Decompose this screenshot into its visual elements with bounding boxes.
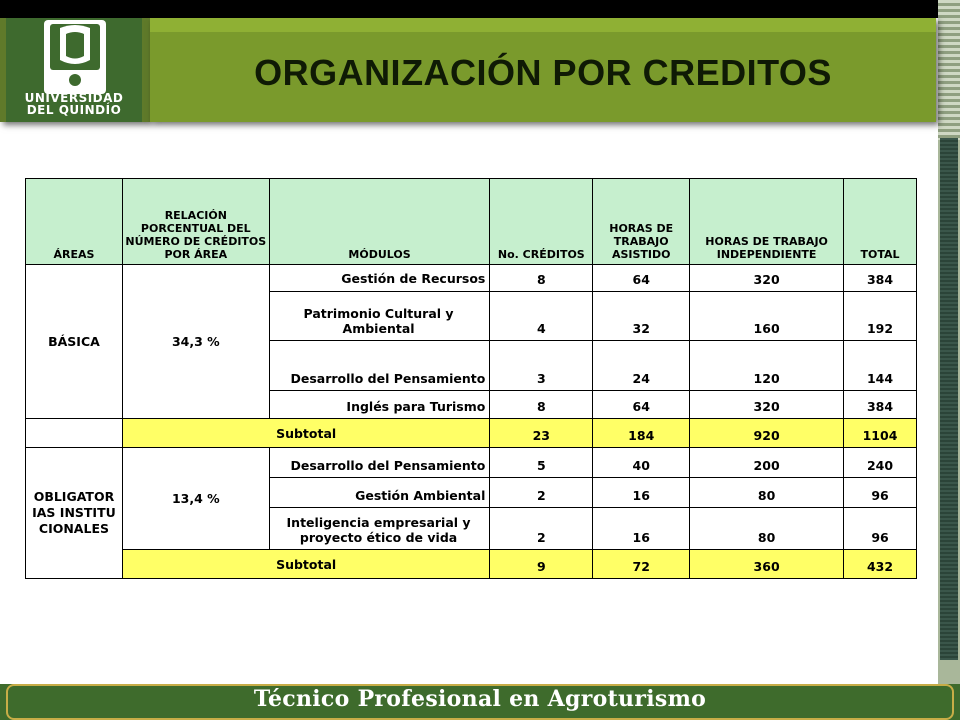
independent-cell: 120 [690, 341, 844, 391]
header-assisted-hours: HORAS DE TRABAJO ASISTIDO [593, 179, 690, 265]
logo-line-1: UNIVERSIDAD [24, 91, 124, 105]
subtotal-credits: 9 [490, 550, 593, 579]
percent-cell: 34,3 % [122, 265, 269, 419]
independent-cell: 320 [690, 391, 844, 419]
module-cell: Inglés para Turismo [269, 391, 490, 419]
credits-cell: 8 [490, 391, 593, 419]
assisted-cell: 64 [593, 265, 690, 292]
header-credits: No. CRÉDITOS [490, 179, 593, 265]
table-row [26, 448, 917, 478]
credits-cell: 8 [490, 265, 593, 292]
independent-cell: 80 [690, 478, 844, 508]
side-panel-texture [940, 138, 958, 660]
assisted-cell: 24 [593, 341, 690, 391]
subtotal-label: Subtotal [122, 419, 489, 448]
independent-cell: 320 [690, 265, 844, 292]
subtotal-credits: 23 [490, 419, 593, 448]
top-strip [0, 0, 960, 18]
total-cell: 192 [844, 292, 917, 341]
credits-cell: 5 [490, 448, 593, 478]
subtotal-label: Subtotal [122, 550, 489, 579]
subtotal-row [26, 550, 917, 579]
title-banner-highlight [150, 18, 936, 32]
independent-cell: 80 [690, 508, 844, 550]
subtotal-independent: 360 [690, 550, 844, 579]
header-independent-hours: HORAS DE TRABAJO INDEPENDIENTE [690, 179, 844, 265]
assisted-cell: 64 [593, 391, 690, 419]
header-modules: MÓDULOS [269, 179, 490, 265]
header-total: TOTAL [844, 179, 917, 265]
credits-cell: 2 [490, 508, 593, 550]
module-cell: Gestión Ambiental [269, 478, 490, 508]
table-row [26, 265, 917, 292]
module-cell: Patrimonio Cultural y Ambiental [269, 292, 490, 341]
subtotal-independent: 920 [690, 419, 844, 448]
total-cell: 144 [844, 341, 917, 391]
subtotal-total: 432 [844, 550, 917, 579]
percent-cell: 13,4 % [122, 448, 269, 550]
subtotal-assisted: 184 [593, 419, 690, 448]
subtotal-assisted: 72 [593, 550, 690, 579]
total-cell: 384 [844, 391, 917, 419]
assisted-cell: 32 [593, 292, 690, 341]
credits-cell: 2 [490, 478, 593, 508]
total-cell: 96 [844, 508, 917, 550]
subtotal-total: 1104 [844, 419, 917, 448]
title-banner [150, 18, 936, 122]
table-header-row [26, 179, 917, 265]
header-percent: RELACIÓN PORCENTUAL DEL NÚMERO DE CRÉDITOS POR ÁREA [122, 179, 269, 265]
credits-table [25, 178, 917, 579]
header-areas: ÁREAS [26, 179, 123, 265]
side-stripes [938, 0, 960, 140]
module-cell: Gestión de Recursos [269, 265, 490, 292]
module-cell: Inteligencia empresarial y proyecto ético de vida [269, 508, 490, 550]
assisted-cell: 16 [593, 478, 690, 508]
module-cell: Desarrollo del Pensamiento [269, 448, 490, 478]
subtotal-row [26, 419, 917, 448]
footer-text: Técnico Profesional en Agroturismo [253, 686, 707, 712]
assisted-cell: 40 [593, 448, 690, 478]
independent-cell: 160 [690, 292, 844, 341]
page-title: ORGANIZACIÓN POR CREDITOS [254, 52, 832, 93]
total-cell: 96 [844, 478, 917, 508]
university-logo [0, 18, 150, 122]
logo-line-2: DEL QUINDÍO [26, 103, 122, 117]
logo-caption [6, 92, 142, 116]
independent-cell: 200 [690, 448, 844, 478]
side-decoration [938, 0, 960, 720]
total-cell: 384 [844, 265, 917, 292]
logo-background [6, 18, 142, 122]
credits-cell: 4 [490, 292, 593, 341]
empty-cell [26, 419, 123, 448]
area-cell: OBLIGATORIAS INSTITUCIONALES [26, 448, 123, 579]
total-cell: 240 [844, 448, 917, 478]
module-cell: Desarrollo del Pensamiento [269, 341, 490, 391]
assisted-cell: 16 [593, 508, 690, 550]
area-cell: BÁSICA [26, 265, 123, 419]
credits-cell: 3 [490, 341, 593, 391]
university-q-emblem-icon [44, 20, 106, 94]
